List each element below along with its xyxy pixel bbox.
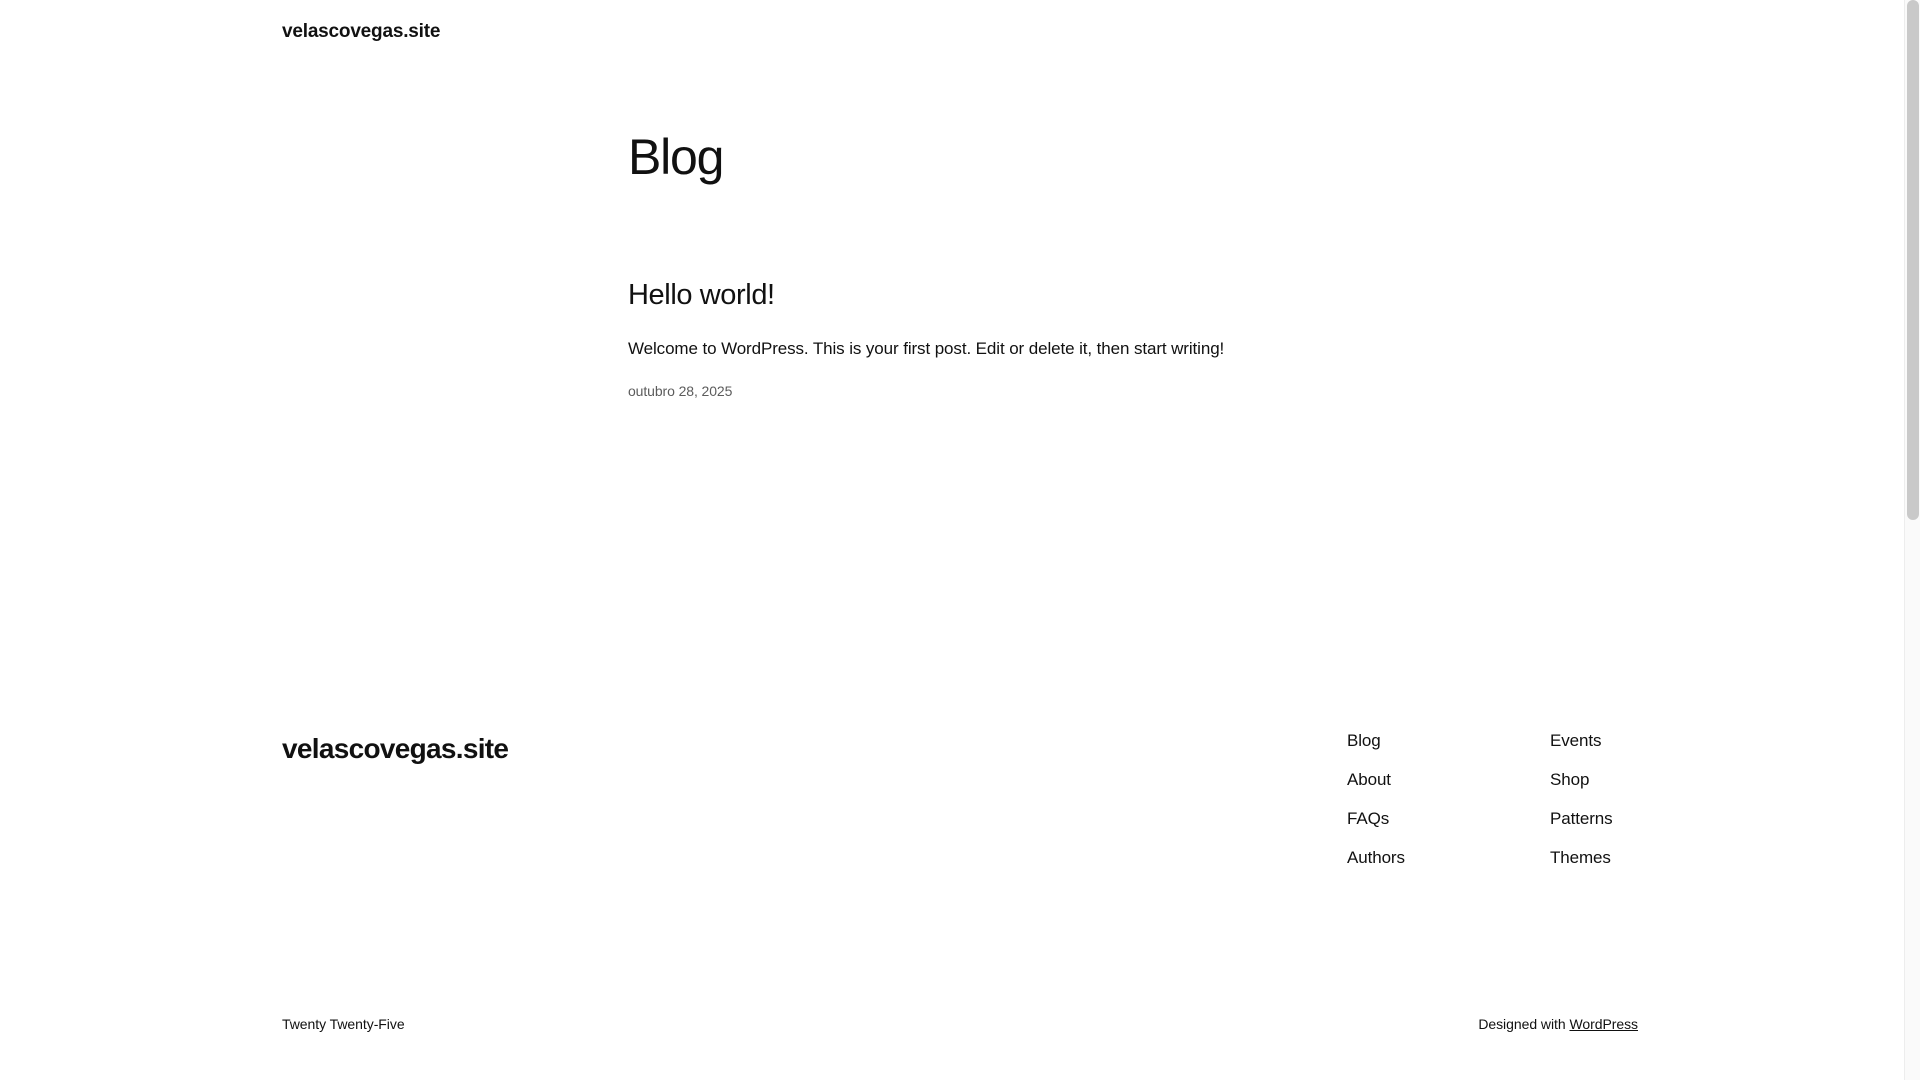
post-excerpt: Welcome to WordPress. This is your first post. Edit or delete it, then start writing! bbox=[628, 338, 1225, 358]
post-item bbox=[628, 278, 1658, 399]
footer-site-title-link[interactable]: velascovegas.site bbox=[282, 733, 509, 764]
wordpress-link[interactable]: WordPress bbox=[1569, 1016, 1638, 1032]
site-title-link[interactable]: velascovegas.site bbox=[282, 21, 441, 42]
footer-bottom-bar bbox=[0, 1016, 1920, 1046]
footer-link-themes[interactable]: Themes bbox=[1550, 848, 1611, 867]
footer-credit bbox=[1478, 1016, 1638, 1032]
footer-navigation bbox=[1347, 732, 1753, 866]
post-date: outubro 28, 2025 bbox=[628, 383, 733, 400]
post-title bbox=[628, 278, 1658, 313]
footer-nav-column-2 bbox=[1550, 732, 1753, 866]
site-header bbox=[0, 0, 1920, 42]
footer-nav-column-1 bbox=[1347, 732, 1550, 866]
footer-link-about[interactable]: About bbox=[1347, 770, 1391, 789]
page-title: Blog bbox=[628, 129, 724, 185]
post-title-link[interactable]: Hello world! bbox=[628, 279, 775, 311]
scrollbar-thumb[interactable] bbox=[1907, 0, 1919, 520]
footer-link-faqs[interactable]: FAQs bbox=[1347, 809, 1390, 828]
footer-link-authors[interactable]: Authors bbox=[1347, 848, 1405, 867]
footer-link-events[interactable]: Events bbox=[1550, 731, 1602, 750]
footer-credit-text: Designed with bbox=[1478, 1016, 1570, 1032]
footer-theme-name: Twenty Twenty-Five bbox=[282, 1016, 405, 1032]
footer-link-shop[interactable]: Shop bbox=[1550, 770, 1590, 789]
page-scrollbar[interactable] bbox=[1904, 0, 1920, 1080]
footer-link-patterns[interactable]: Patterns bbox=[1550, 809, 1613, 828]
footer-link-blog[interactable]: Blog bbox=[1347, 731, 1381, 750]
